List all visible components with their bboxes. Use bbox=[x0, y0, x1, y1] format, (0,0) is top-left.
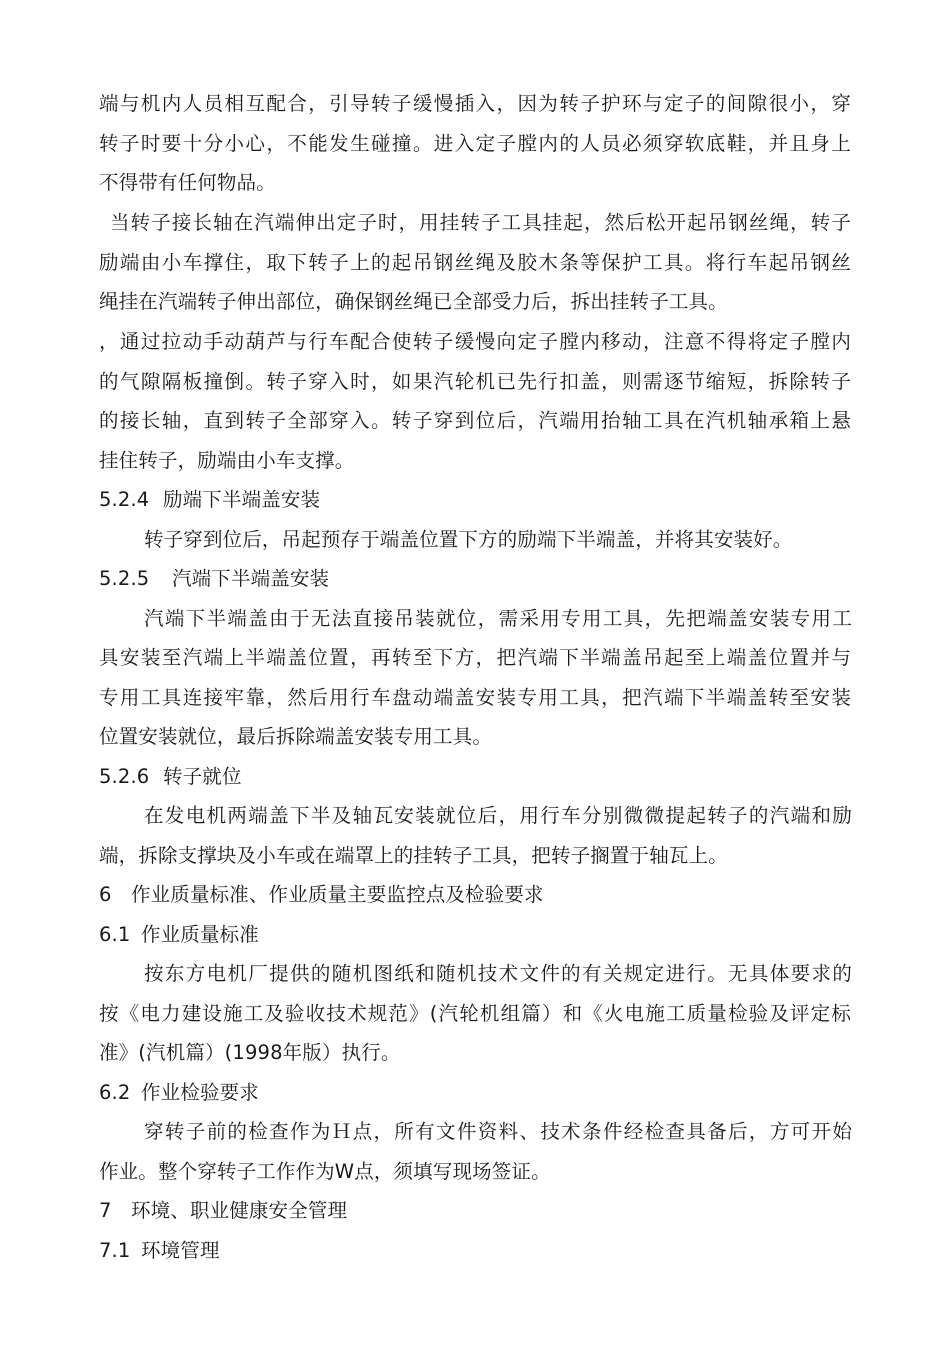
section-title: 作业检验要求 bbox=[141, 1081, 259, 1104]
section-heading-6 bbox=[99, 882, 544, 908]
body-line: 在发电机两端盖下半及轴瓦安装就位后，用行车分别微微提起转子的汽端和励 bbox=[144, 804, 852, 827]
section-heading-5-2-6 bbox=[99, 764, 242, 790]
body-line: 挂住转子，励端由小车支撑。 bbox=[99, 449, 355, 472]
body-line: 准》(汽机篇）(1998年版）执行。 bbox=[99, 1041, 401, 1064]
body-line: 汽端下半端盖由于无法直接吊装就位，需采用专用工具，先把端盖安装专用工 bbox=[144, 607, 852, 630]
body-line: ，通过拉动手动葫芦与行车配合使转子缓慢向定子膛内移动，注意不得将定子膛内 bbox=[99, 330, 851, 353]
section-number: 6 bbox=[99, 883, 112, 906]
body-line: 端与机内人员相互配合，引导转子缓慢插入，因为转子护环与定子的间隙很小，穿 bbox=[99, 92, 851, 115]
section-number: 7.1 bbox=[99, 1239, 131, 1262]
body-line: 转子穿到位后，吊起预存于端盖位置下方的励端下半端盖，并将其安装好。 bbox=[144, 528, 793, 551]
section-number: 5.2.4 bbox=[99, 488, 150, 511]
body-line: 作业。整个穿转子工作作为W点，须填写现场签证。 bbox=[99, 1160, 551, 1183]
section-title: 环境管理 bbox=[141, 1239, 220, 1262]
body-line: 的气隙隔板撞倒。转子穿入时，如果汽轮机已先行扣盖，则需逐节缩短，拆除转子 bbox=[99, 370, 851, 393]
body-line: 的接长轴，直到转子全部穿入。转子穿到位后，汽端用抬轴工具在汽机轴承箱上悬 bbox=[99, 409, 851, 432]
section-heading-6-2 bbox=[99, 1080, 259, 1106]
body-line: 转子时要十分小心，不能发生碰撞。进入定子膛内的人员必须穿软底鞋，并且身上 bbox=[99, 132, 851, 155]
section-title: 作业质量标准、作业质量主要监控点及检验要求 bbox=[131, 883, 544, 906]
section-number: 6.2 bbox=[99, 1081, 131, 1104]
body-line: 具安装至汽端上半端盖位置，再转至下方，把汽端下半端盖吊起至上端盖位置并与 bbox=[99, 646, 851, 669]
section-heading-5-2-5 bbox=[99, 566, 329, 592]
body-line: 不得带有任何物品。 bbox=[99, 171, 276, 194]
section-heading-6-1 bbox=[99, 922, 259, 948]
section-title: 汽端下半端盖安装 bbox=[172, 567, 330, 590]
body-line: 专用工具连接牢靠，然后用行车盘动端盖安装专用工具，把汽端下半端盖转至安装 bbox=[99, 686, 851, 709]
section-number: 7 bbox=[99, 1199, 112, 1222]
section-title: 励端下半端盖安装 bbox=[163, 488, 321, 511]
body-line: 穿转子前的检查作为Ｈ点，所有文件资料、技术条件经检查具备后，方可开始 bbox=[144, 1120, 852, 1143]
body-line: 绳挂在汽端转子伸出部位，确保钢丝绳已全部受力后，拆出挂转子工具。 bbox=[99, 290, 728, 313]
section-number: 5.2.5 bbox=[99, 567, 150, 590]
section-heading-7-1 bbox=[99, 1238, 220, 1264]
section-number: 5.2.6 bbox=[99, 765, 150, 788]
section-title: 转子就位 bbox=[163, 765, 242, 788]
section-heading-7 bbox=[99, 1198, 347, 1224]
section-title: 作业质量标准 bbox=[141, 923, 259, 946]
body-line: 按《电力建设施工及验收技术规范》(汽轮机组篇）和《火电施工质量检验及评定标 bbox=[99, 1002, 851, 1025]
section-title: 环境、职业健康安全管理 bbox=[131, 1199, 348, 1222]
section-number: 6.1 bbox=[99, 923, 131, 946]
body-line: 励端由小车撑住，取下转子上的起吊钢丝绳及胶木条等保护工具。将行车起吊钢丝 bbox=[99, 251, 851, 274]
body-line: 按东方电机厂提供的随机图纸和随机技术文件的有关规定进行。无具体要求的 bbox=[144, 962, 852, 985]
section-heading-5-2-4 bbox=[99, 487, 320, 513]
body-line: 位置安装就位，最后拆除端盖安装专用工具。 bbox=[99, 725, 493, 748]
body-line: 端，拆除支撑块及小车或在端罩上的挂转子工具，把转子搁置于轴瓦上。 bbox=[99, 844, 728, 867]
body-line: 当转子接长轴在汽端伸出定子时，用挂转子工具挂起，然后松开起吊钢丝绳，转子 bbox=[110, 211, 851, 234]
